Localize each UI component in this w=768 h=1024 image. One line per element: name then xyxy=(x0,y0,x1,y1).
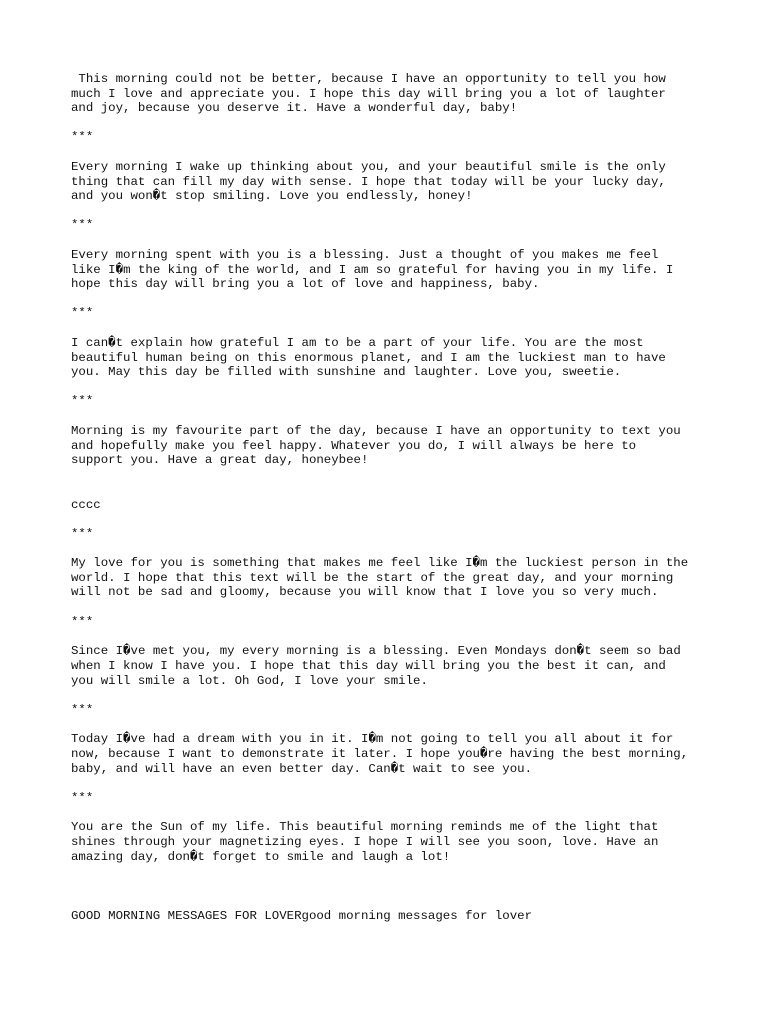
separator: *** xyxy=(71,791,94,805)
text-line: Today I�ve had a dream with you in it. I�m not going to tell you all about it for xyxy=(71,732,674,746)
separator: *** xyxy=(71,615,94,629)
text-line: baby, and will have an even better day. Can�t wait to see you. xyxy=(71,762,533,776)
text-line: You are the Sun of my life. This beautiful morning reminds me of the light that xyxy=(71,820,659,834)
text-line: and joy, because you deserve it. Have a wonderful day, baby! xyxy=(71,101,518,115)
text-line: Since I�ve met you, my every morning is a blessing. Even Mondays don�t seem so bad xyxy=(71,644,681,658)
text-line: Every morning spent with you is a blessing. Just a thought of you makes me feel xyxy=(71,248,659,262)
text-line: cccc xyxy=(71,498,101,512)
text-line: hope this day will bring you a lot of love and happiness, baby. xyxy=(71,277,540,291)
separator: *** xyxy=(71,527,94,541)
text-line: My love for you is something that makes me feel like I�m the luckiest person in the xyxy=(71,556,689,570)
text-line: will not be sad and gloomy, because you will know that I love you so very much. xyxy=(71,585,659,599)
separator: *** xyxy=(71,218,94,232)
text-line: Every morning I wake up thinking about you, and your beautiful smile is the only xyxy=(71,160,666,174)
text-line: and you won�t stop smiling. Love you endlessly, honey! xyxy=(71,189,473,203)
text-line: now, because I want to demonstrate it later. I hope you�re having the best morning, xyxy=(71,747,689,761)
text-line: and hopefully make you feel happy. Whatever you do, I will always be here to xyxy=(71,439,637,453)
document-title-line: GOOD MORNING MESSAGES FOR LOVERgood morning messages for lover xyxy=(71,909,533,923)
text-line: I can�t explain how grateful I am to be a part of your life. You are the most xyxy=(71,336,644,350)
text-line: amazing day, don�t forget to smile and laugh a lot! xyxy=(71,850,451,864)
separator: *** xyxy=(71,703,94,717)
text-line: like I�m the king of the world, and I am so grateful for having you in my life. I xyxy=(71,263,674,277)
text-line: beautiful human being on this enormous planet, and I am the luckiest man to have xyxy=(71,351,666,365)
separator: *** xyxy=(71,306,94,320)
text-line: you will smile a lot. Oh God, I love your smile. xyxy=(71,674,428,688)
text-line: you. May this day be filled with sunshine and laughter. Love you, sweetie. xyxy=(71,365,622,379)
text-line: Morning is my favourite part of the day, because I have an opportunity to text you xyxy=(71,424,681,438)
text-line: world. I hope that this text will be the start of the great day, and your morning xyxy=(71,571,674,585)
text-line: much I love and appreciate you. I hope this day will bring you a lot of laughter xyxy=(71,87,666,101)
text-line: shines through your magnetizing eyes. I hope I will see you soon, love. Have an xyxy=(71,835,659,849)
text-line: This morning could not be better, because I have an opportunity to tell you how xyxy=(71,72,666,86)
text-line: thing that can fill my day with sense. I hope that today will be your lucky day, xyxy=(71,175,666,189)
text-line: support you. Have a great day, honeybee! xyxy=(71,453,369,467)
text-line: when I know I have you. I hope that this day will bring you the best it can, and xyxy=(71,659,666,673)
separator: *** xyxy=(71,130,94,144)
separator: *** xyxy=(71,394,94,408)
